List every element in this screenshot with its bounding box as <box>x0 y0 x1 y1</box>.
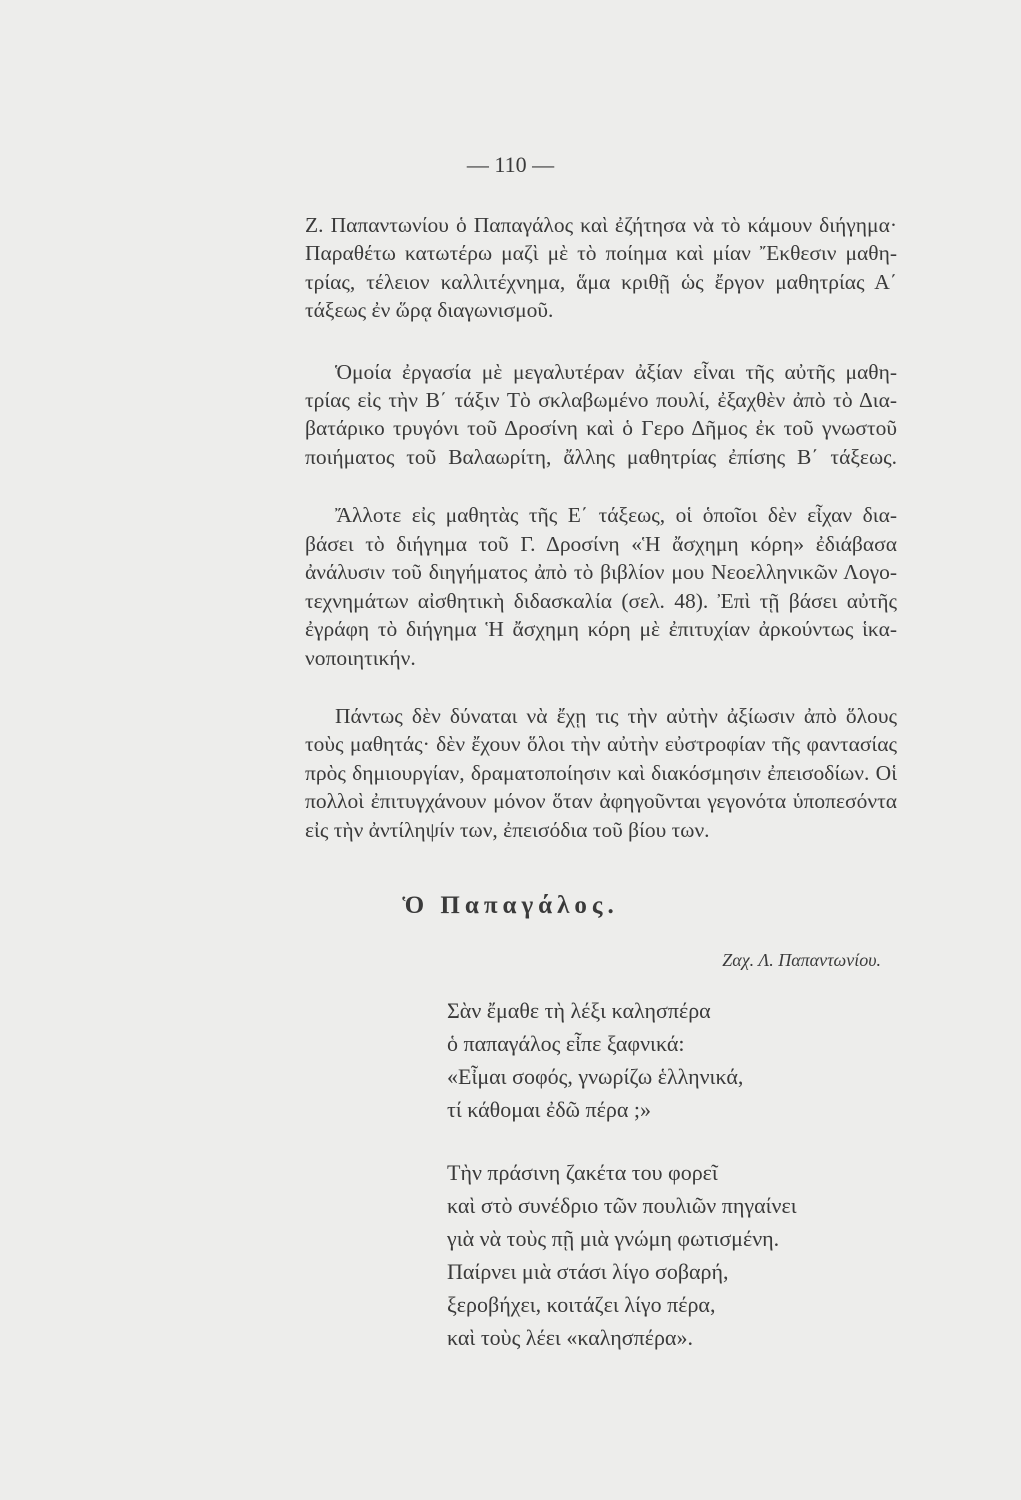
poem-line: «Εἶμαι σοφός, γνωρίζω ἑλληνικά, <box>447 1064 744 1089</box>
poem-line: ὁ παπαγάλος εἶπε ξαφνικά: <box>447 1031 685 1056</box>
text-line: εἰς τὴν ἀντίληψίν των, ἐπεισόδια τοῦ βίου των. <box>305 818 710 842</box>
text-line: πολλοὶ ἐπιτυγχάνουν μόνον ὅταν ἀφηγοῦνται γεγονότα ὑποπεσόντα <box>305 789 897 813</box>
text-line: ἀνάλυσιν τοῦ διηγήματος ἀπὸ τὸ βιβλίον μου Νεοελληνικῶν Λογο- <box>305 560 897 584</box>
page-number: — 110 — <box>466 152 555 177</box>
text-line: νοποιητικήν. <box>305 646 416 670</box>
poem-line: ξεροβήχει, κοιτάζει λίγο πέρα, <box>447 1292 716 1317</box>
text-line: τάξεως ἐν ὥρᾳ διαγωνισμοῦ. <box>305 298 554 322</box>
text-line: ἐγράφη τὸ διήγημα Ἡ ἄσχημη κόρη μὲ ἐπιτυχίαν ἀρκούντως ἱκα- <box>305 617 897 641</box>
text-line: Ὁμοία ἐργασία μὲ μεγαλυτέραν ἀξίαν εἶναι τῆς αὐτῆς μαθη- <box>335 360 897 384</box>
text-line: Ἄλλοτε εἰς μαθητὰς τῆς Ε΄ τάξεως, οἱ ὁποῖοι δὲν εἶχαν δια- <box>335 503 897 527</box>
text-line: Πάντως δὲν δύναται νὰ ἔχῃ τις τὴν αὐτὴν ἀξίωσιν ἀπὸ ὅλους <box>335 704 897 728</box>
poem-line: τί κάθομαι ἐδῶ πέρα ;» <box>447 1097 652 1122</box>
text-line: βάσει τὸ διήγημα τοῦ Γ. Δροσίνη «Ἡ ἄσχημη κόρη» ἐδιάβασα <box>305 532 897 556</box>
text-line: Παραθέτω κατωτέρω μαζὶ μὲ τὸ ποίημα καὶ μίαν Ἔκθεσιν μαθη- <box>305 241 897 265</box>
poem-line: Σὰν ἔμαθε τὴ λέξι καλησπέρα <box>447 998 711 1023</box>
text-line: πρὸς δημιουργίαν, δραματοποίησιν καὶ διακόσμησιν ἐπεισοδίων. Οἱ <box>305 761 897 785</box>
poem-author: Ζαχ. Λ. Παπαντωνίου. <box>722 950 881 970</box>
text-line: τεχνημάτων αἰσθητικὴ διδασκαλία (σελ. 48). Ἐπὶ τῇ βάσει αὐτῆς <box>305 589 897 613</box>
text-line: ποιήματος τοῦ Βαλαωρίτη, ἄλλης μαθητρίας ἐπίσης Β΄ τάξεως. <box>305 445 897 469</box>
text-line: τρίας, τέλειον καλλιτέχνημα, ἅμα κριθῇ ὡς ἔργον μαθητρίας Α΄ <box>305 270 897 294</box>
text-line: Ζ. Παπαντωνίου ὁ Παπαγάλος καὶ ἐζήτησα νὰ τὸ κάμουν διήγημα· <box>305 213 897 237</box>
poem-line: καὶ τοὺς λέει «καλησπέρα». <box>447 1325 693 1350</box>
poem-line: καὶ στὸ συνέδριο τῶν πουλιῶν πηγαίνει <box>447 1193 797 1218</box>
poem-line: γιὰ νὰ τοὺς πῇ μιὰ γνώμη φωτισμένη. <box>447 1226 780 1251</box>
text-line: τρίας εἰς τὴν Β΄ τάξιν Τὸ σκλαβωμένο πουλί, ἐξαχθὲν ἀπὸ τὸ Δια- <box>305 388 897 412</box>
poem-title: Ὁ Παπαγάλος. <box>402 892 619 919</box>
text-line: τοὺς μαθητάς· δὲν ἔχουν ὅλοι τὴν αὐτὴν εὐστροφίαν τῆς φαντασίας <box>305 732 897 756</box>
text-line: βατάρικο τρυγόνι τοῦ Δροσίνη καὶ ὁ Γερο Δῆμος ἐκ τοῦ γνωστοῦ <box>305 416 897 440</box>
poem-line: Τὴν πράσινη ζακέτα του φορεῖ <box>447 1160 718 1185</box>
poem-line: Παίρνει μιὰ στάσι λίγο σοβαρή, <box>447 1259 729 1284</box>
